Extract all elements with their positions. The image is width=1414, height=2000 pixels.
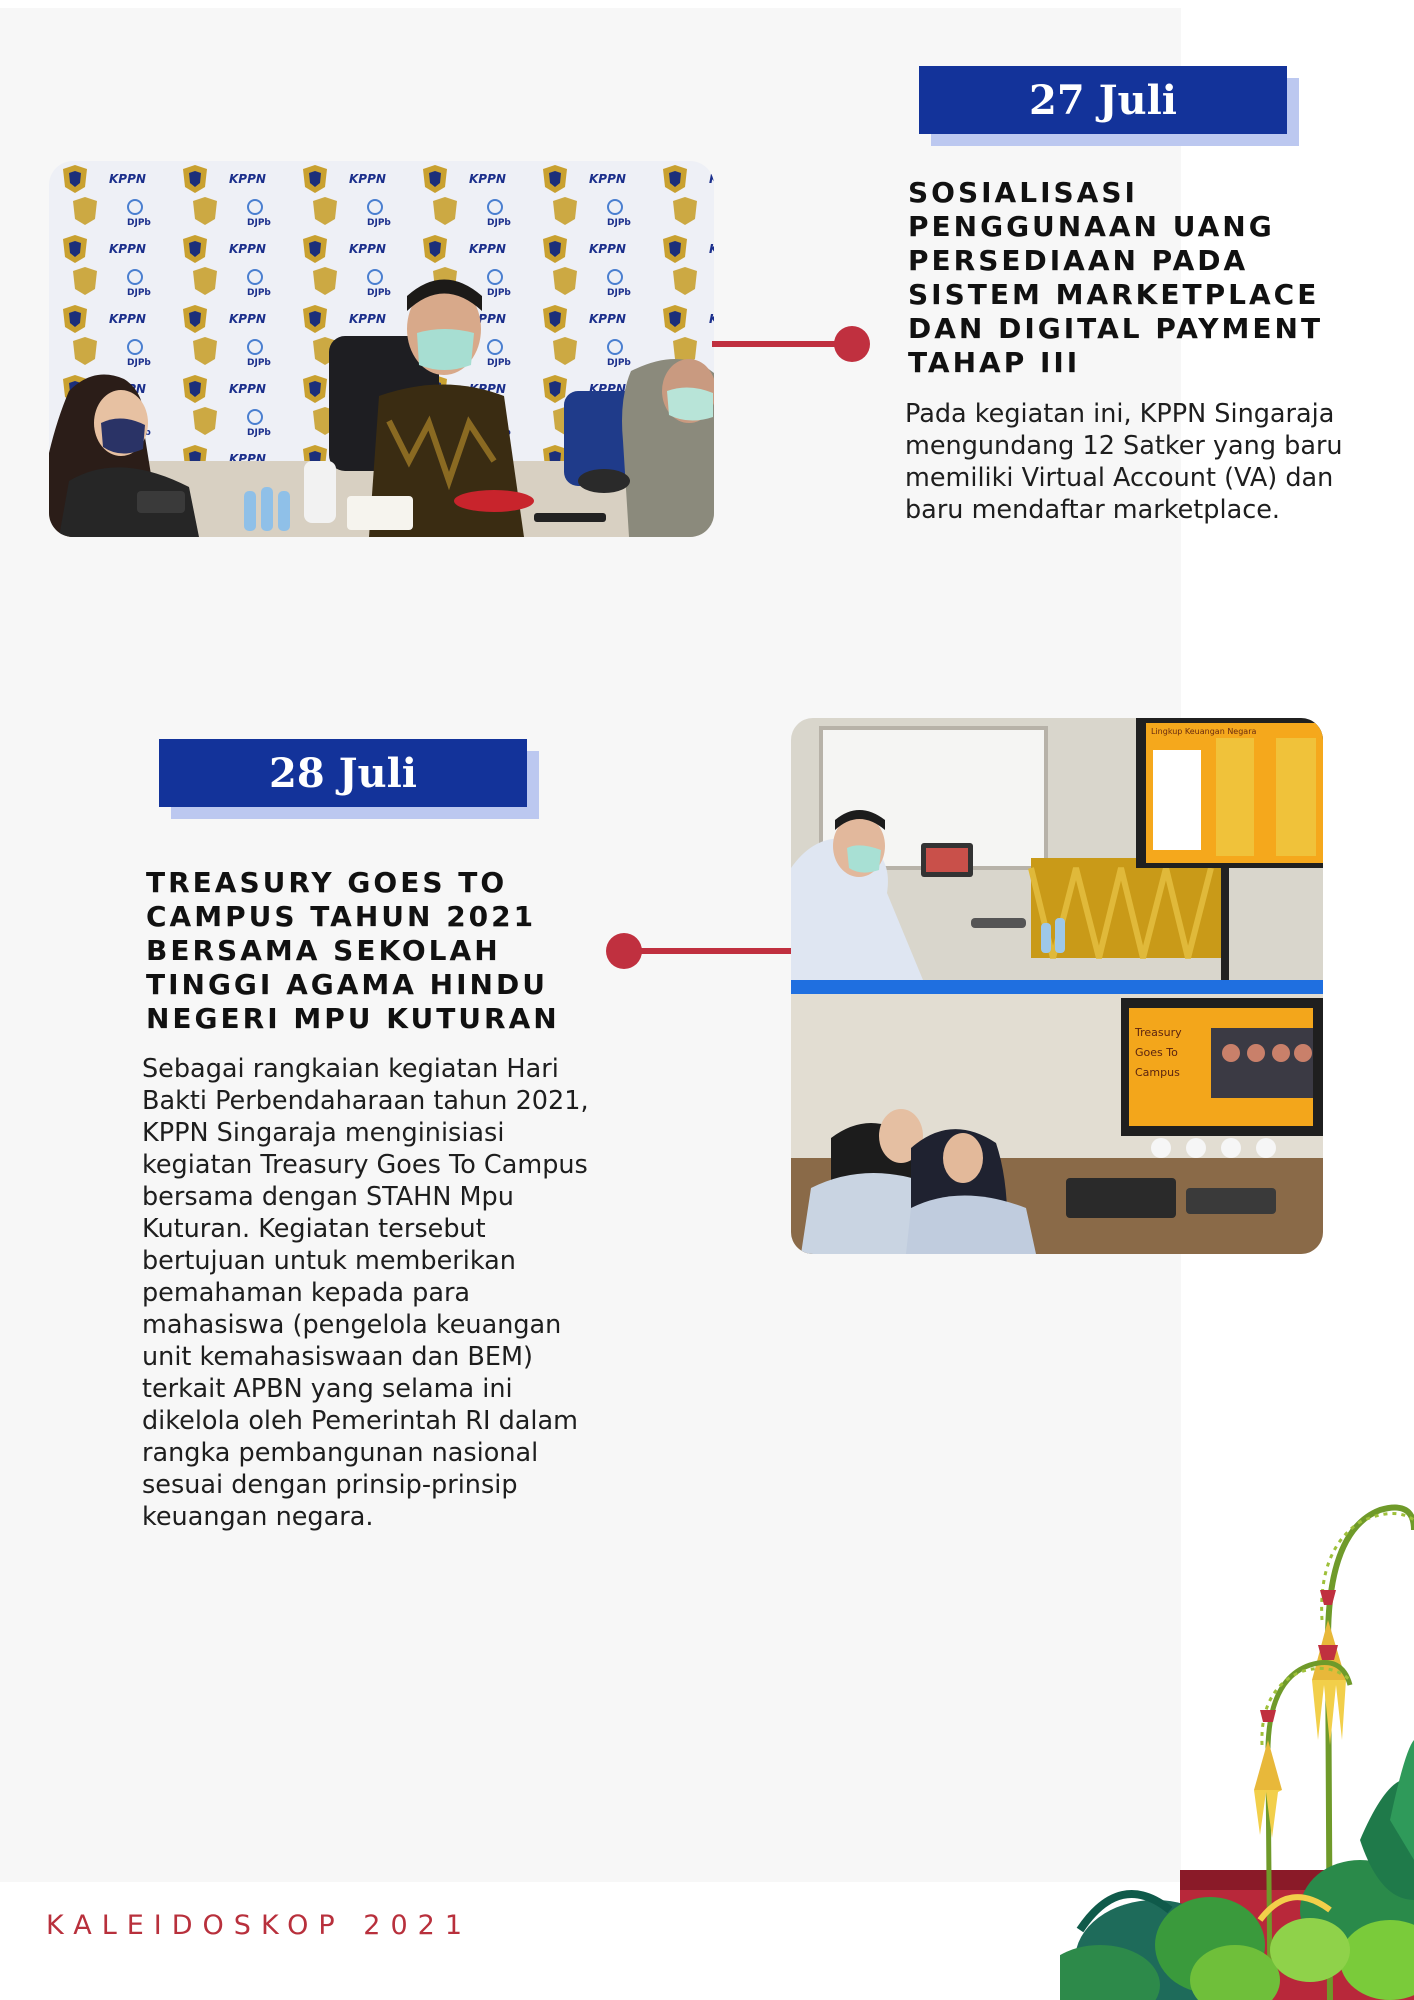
event-description: Pada kegiatan ini, KPPN Singaraja mengundang 12 Satker yang baru memiliki Virtual Account (VA) dan baru mendaftar marketplace. [905,399,1343,525]
date-badge-28-juli [159,739,527,807]
date-label: 27 Juli [919,66,1287,134]
photo-treasury-goes-to-campus [791,718,1323,1254]
slide-line-1: Treasury [1135,1026,1182,1039]
event-description: Sebagai rangkaian kegiatan Hari Bakti Perbendaharaan tahun 2021, KPPN Singaraja menginisiasi kegiatan Treasury Goes To Campus bersama dengan STAHN Mpu Kuturan. Kegiatan tersebut bertujuan untuk memberikan pemahaman kepada para mahasiswa (pengelola keuangan unit kemahasiswaan dan BEM) terkait APBN yang selama ini dikelola oleh Pemerintah RI dalam rangka pembangunan nasional sesuai dengan prinsip-prinsip keuangan negara. [142,1054,589,1532]
photo-collage-illustration [791,718,1323,1254]
timeline-connector [620,948,792,954]
date-badge-27-juli [919,66,1287,134]
timeline-dot [606,933,642,969]
event-title: TREASURY GOES TO CAMPUS TAHUN 2021 BERSAMA SEKOLAH TINGGI AGAMA HINDU NEGERI MPU KUTURAN [146,866,560,1035]
photo-meeting-illustration [49,161,714,537]
event-title: SOSIALISASI PENGGUNAAN UANG PERSEDIAAN PADA SISTEM MARKETPLACE DAN DIGITAL PAYMENT TAHAP III [908,176,1324,379]
photo-meeting-kppn [49,161,714,537]
balinese-decoration-illustration [1060,1440,1414,2000]
timeline-dot [834,326,870,362]
date-label: 28 Juli [159,739,527,807]
slide-line-3: Campus [1135,1066,1180,1079]
slide-line-2: Goes To [1135,1046,1178,1059]
slide-title-text: Lingkup Keuangan Negara [1151,727,1257,736]
footer-kaleidoskop-label: KALEIDOSKOP 2021 [46,1910,473,1941]
timeline-connector [712,341,852,347]
